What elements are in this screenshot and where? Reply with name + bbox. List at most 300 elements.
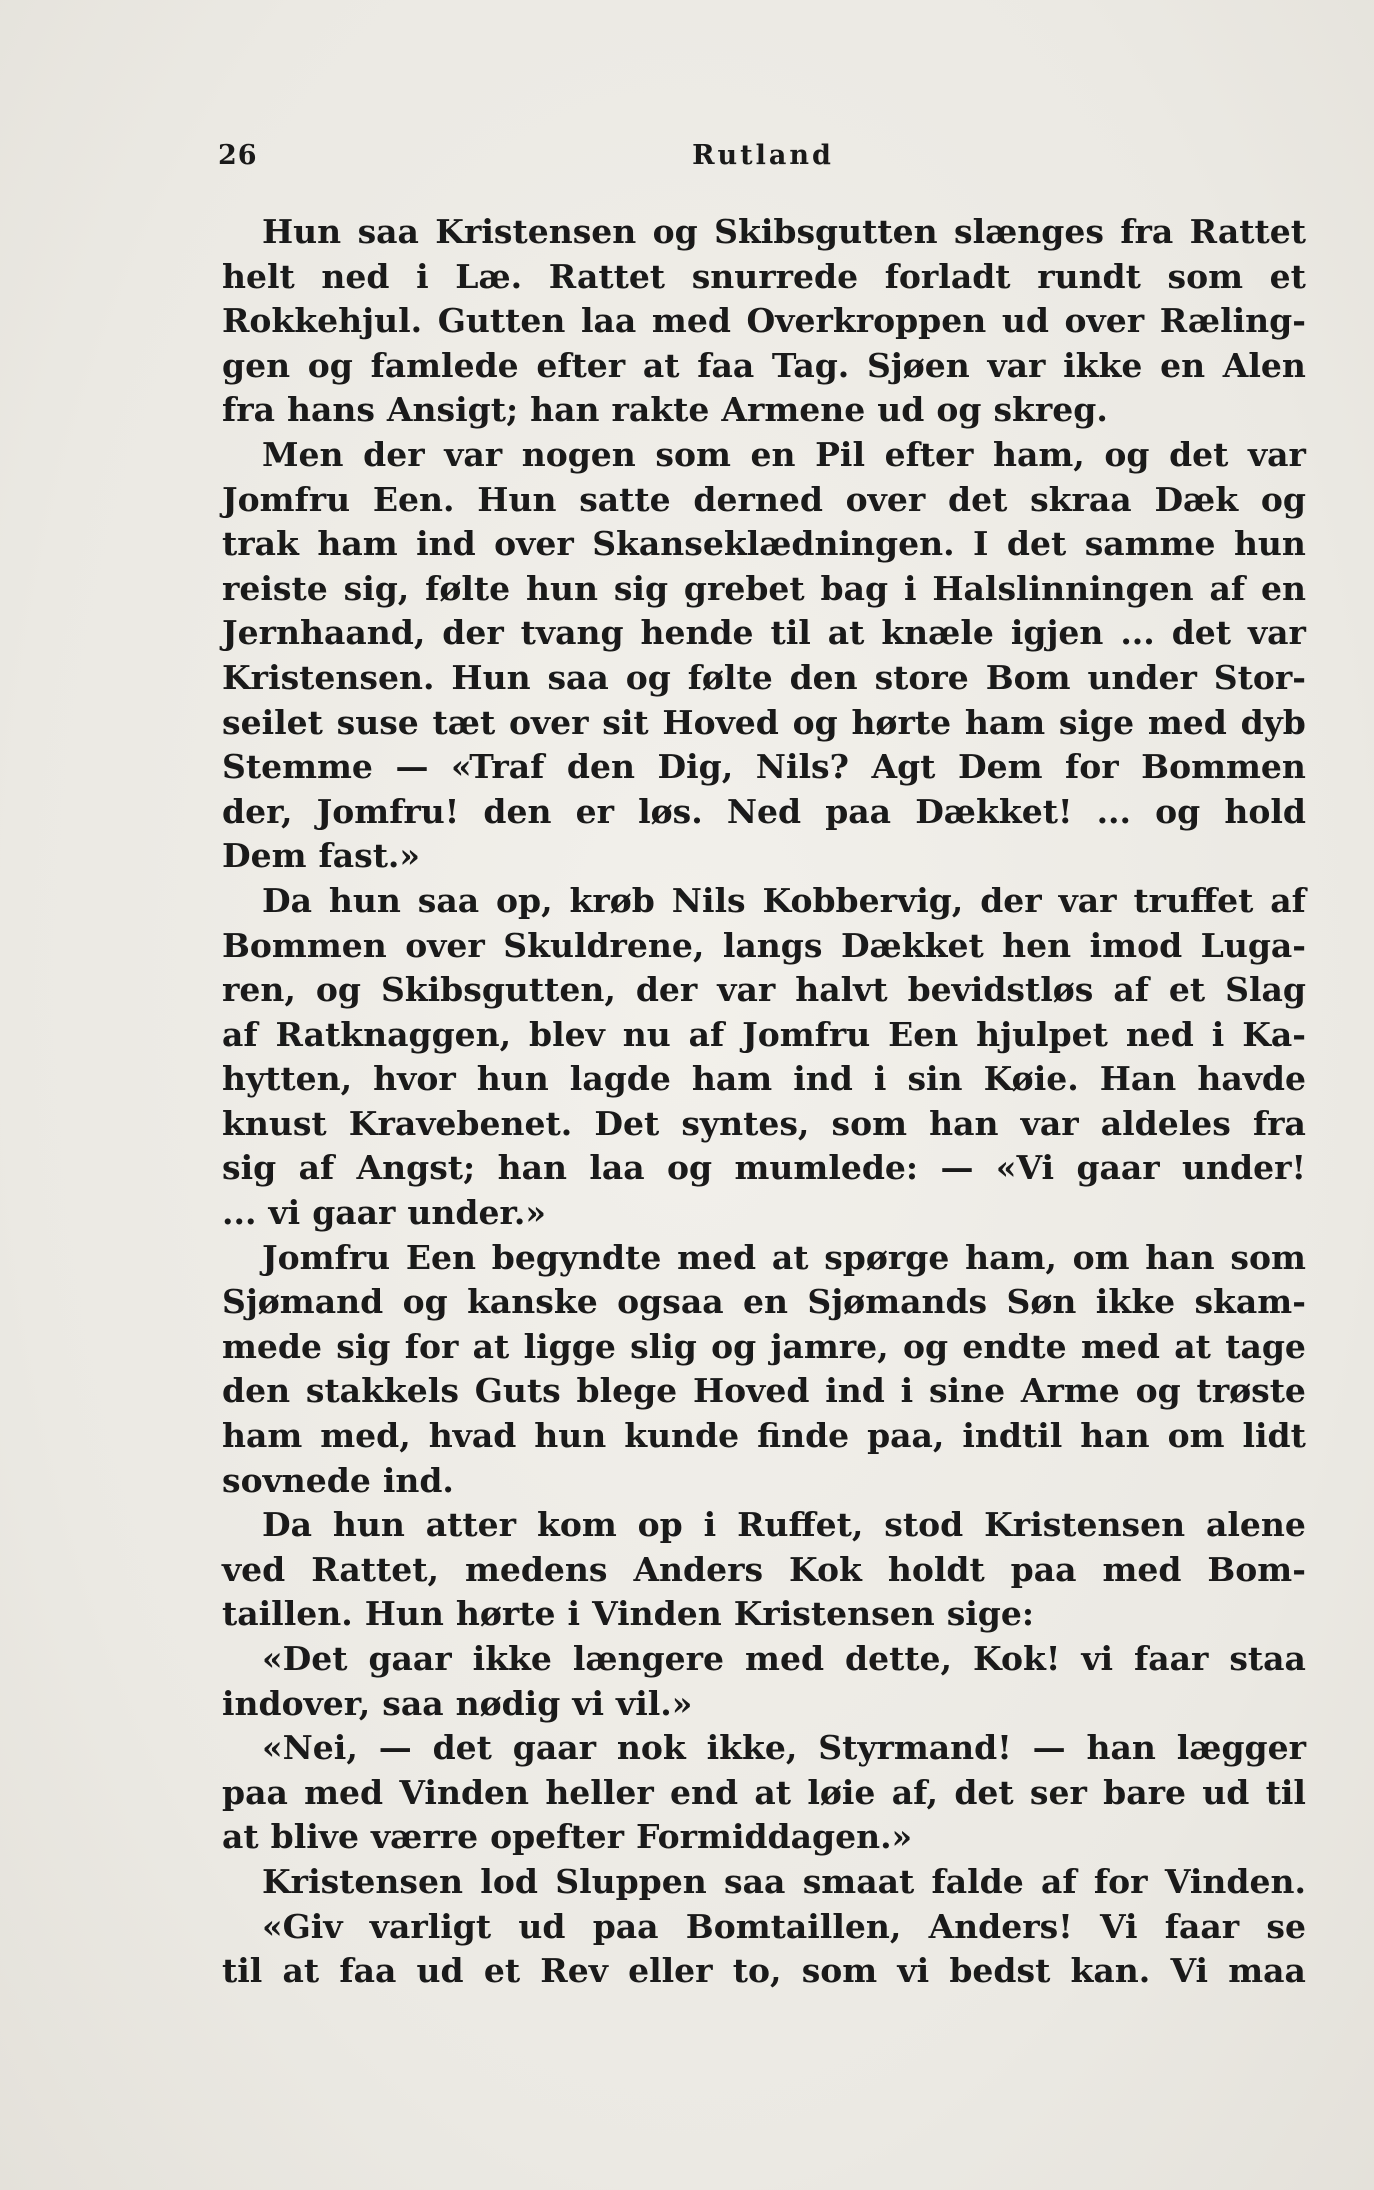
word: Køie. (983, 1059, 1079, 1099)
word: med (677, 1237, 757, 1277)
word: vil.» (616, 1683, 693, 1723)
word: med (1080, 1326, 1160, 1366)
text-line (222, 1949, 1306, 1994)
word: hørte (851, 702, 952, 742)
word: paa (592, 1906, 659, 1946)
text-line (222, 790, 1306, 835)
text-line (222, 1503, 1306, 1548)
text-line (222, 1280, 1306, 1325)
word: som (831, 1103, 908, 1143)
word: af (1041, 1861, 1077, 1901)
text-line (222, 299, 1306, 344)
word: med (1102, 1549, 1182, 1589)
word: Agt (871, 747, 936, 787)
word: hans (286, 390, 375, 430)
word: trak (222, 524, 299, 564)
text-line (222, 255, 1306, 300)
word: Nils? (755, 747, 849, 787)
word: Ratknaggen, (275, 1014, 512, 1054)
word: «Giv (262, 1906, 343, 1946)
text-line (222, 924, 1306, 969)
word: Alen (1222, 345, 1306, 385)
word: der, (222, 791, 293, 831)
word: paa (222, 1772, 288, 1812)
word: ud (1001, 301, 1049, 341)
word: heller (545, 1772, 654, 1812)
word: — (378, 1728, 412, 1768)
word: Jernhaand, (222, 613, 426, 653)
word: løie (807, 1772, 876, 1812)
word: «Det (262, 1639, 348, 1678)
word: hun (526, 568, 598, 608)
word: var (1247, 613, 1306, 653)
word: Een. (372, 479, 455, 519)
word: «Traf (451, 747, 545, 787)
word: Kok! (973, 1639, 1061, 1678)
word: ham, (993, 434, 1085, 474)
word: Luga- (1200, 925, 1306, 965)
word: følte (425, 568, 511, 608)
word: og (307, 345, 353, 385)
word: hen (1002, 925, 1072, 965)
word: det (954, 1772, 1014, 1812)
word: slig (630, 1326, 697, 1366)
word: den (222, 1371, 291, 1411)
word: snurrede (691, 256, 859, 296)
word: at (754, 1772, 792, 1812)
word: Bomtaillen, (685, 1906, 902, 1946)
word: seilet (222, 702, 323, 742)
word: hun (328, 880, 401, 920)
word: blege (576, 1371, 678, 1411)
word: vi (268, 1193, 301, 1233)
text-line (222, 701, 1306, 746)
word: Da (262, 1505, 312, 1545)
word: famlede (370, 345, 519, 385)
word: ham (222, 1416, 303, 1456)
word: ned (321, 256, 390, 296)
word: laa (589, 1148, 645, 1188)
word: satte (579, 479, 671, 519)
word: Kristensen (262, 1861, 463, 1901)
text-line (222, 1548, 1306, 1593)
word: ikke (1063, 345, 1143, 385)
word: syntes, (681, 1103, 810, 1143)
word: under (1087, 657, 1197, 697)
word: Slag (1225, 970, 1306, 1010)
word: i (703, 1505, 717, 1545)
word: af, (891, 1772, 939, 1812)
word: bedst (949, 1951, 1051, 1991)
word: forladt (884, 256, 1011, 296)
word: med (745, 1639, 825, 1678)
word: Arme (1020, 1371, 1120, 1411)
word: til (1265, 1772, 1306, 1812)
word: med (304, 1772, 384, 1812)
word: og (936, 390, 982, 430)
page-header (218, 140, 1308, 180)
word: med (651, 301, 731, 341)
word: Hun (451, 657, 531, 697)
word: staa (1229, 1639, 1306, 1678)
word: end (670, 1772, 739, 1812)
word: saa (724, 1861, 786, 1901)
word: et (1168, 970, 1206, 1010)
word: ind (793, 1059, 853, 1099)
word: lidt (1242, 1416, 1306, 1456)
word: store (874, 657, 969, 697)
word: hold (1224, 791, 1306, 831)
word: — (940, 1148, 974, 1188)
word: ham (691, 1059, 773, 1099)
text-line (222, 1057, 1306, 1102)
word: faar (1164, 1906, 1240, 1946)
word: Rokkehjul. (222, 301, 423, 341)
word: Rev (540, 1951, 608, 1991)
word: — (1032, 1728, 1066, 1768)
word: at (282, 1951, 320, 1991)
word: rakte (611, 390, 710, 430)
word: hun (332, 1505, 405, 1545)
word: sine (928, 1371, 1006, 1411)
word: Dækket (840, 925, 984, 965)
word: han (1145, 1237, 1215, 1277)
word: Vinden (592, 1594, 722, 1634)
word: han (1086, 1728, 1156, 1768)
word: som (1230, 1237, 1306, 1277)
word: over (508, 702, 589, 742)
word: eller (628, 1951, 713, 1991)
word: om (1072, 1237, 1130, 1277)
word: Angst; (356, 1148, 476, 1188)
word: hun (1233, 524, 1306, 564)
word: hende (640, 613, 754, 653)
word: hvor (373, 1059, 456, 1099)
word: Ræling- (1159, 301, 1306, 341)
word: indover, (222, 1683, 371, 1723)
word: Dækket! (915, 791, 1073, 831)
word: kan. (1070, 1951, 1151, 1991)
word: for (404, 1326, 459, 1366)
word: Sluppen (555, 1861, 707, 1901)
word: af (688, 1014, 725, 1054)
word: over (845, 479, 926, 519)
word: værre (370, 1817, 479, 1857)
word: nok (616, 1728, 686, 1768)
word: gen (222, 345, 291, 385)
word: rundt (1037, 256, 1141, 296)
word: faar (1134, 1639, 1209, 1678)
word: saa (547, 657, 609, 697)
word: — (395, 747, 429, 787)
word: han (497, 1148, 567, 1188)
word: at (222, 1817, 259, 1857)
word: Dæk (1154, 479, 1239, 519)
running-head: Rutland (692, 140, 834, 171)
word: ud (877, 390, 925, 430)
word: imod (1089, 925, 1183, 965)
word: atter (425, 1505, 517, 1545)
word: ligge (523, 1326, 616, 1366)
word: paa (1010, 1549, 1077, 1589)
word: skam- (1194, 1282, 1306, 1322)
word: blev (529, 1014, 605, 1054)
word: hørte (455, 1594, 556, 1634)
word: og (315, 970, 361, 1010)
word: truffet (1133, 880, 1254, 920)
word: der (363, 434, 425, 474)
word: der (635, 970, 698, 1010)
word: Sjømands (807, 1282, 988, 1322)
word: var (1248, 434, 1306, 474)
word: Sjøen (866, 345, 970, 385)
word: Hun (364, 1594, 444, 1634)
word: fast.» (318, 836, 421, 876)
word: ser (1029, 1772, 1087, 1812)
word: fra (1120, 212, 1174, 251)
word: for (1093, 1861, 1148, 1901)
word: Skibsgutten, (380, 970, 616, 1010)
word: Overkroppen (746, 301, 987, 341)
word: Ka- (1242, 1014, 1306, 1054)
word: bag (820, 568, 889, 608)
word: hvad (428, 1416, 517, 1456)
word: halvt (795, 970, 888, 1010)
word: ... (222, 1193, 257, 1233)
word: i (416, 256, 429, 296)
word: ren, (222, 970, 296, 1010)
word: ikke, (706, 1728, 798, 1768)
word: knust (222, 1103, 327, 1143)
word: at (1174, 1326, 1211, 1366)
text-line (222, 968, 1306, 1013)
word: indtil (962, 1416, 1063, 1456)
word: aldeles (1100, 1103, 1231, 1143)
word: hjulpet (976, 1014, 1108, 1054)
word: ind (825, 1371, 885, 1411)
word: Pil (815, 434, 865, 474)
word: havde (1197, 1059, 1306, 1099)
word: ogsaa (617, 1282, 724, 1322)
word: Stemme (222, 747, 373, 787)
word: Vi (1170, 1951, 1209, 1991)
word: reiste (222, 568, 328, 608)
word: i (567, 1594, 581, 1634)
text-line (222, 522, 1306, 567)
word: vi (897, 1951, 930, 1991)
word: Jomfru (222, 479, 351, 519)
word: Een (405, 1237, 477, 1277)
word: knæle (881, 613, 994, 653)
page-number: 26 (218, 140, 258, 171)
word: af (298, 1148, 335, 1188)
text-line (222, 344, 1306, 389)
word: varligt (369, 1906, 492, 1946)
text-line (222, 1102, 1306, 1147)
word: under.» (407, 1193, 546, 1233)
word: var (1020, 1103, 1079, 1143)
word: over (494, 524, 574, 564)
word: Skanseklædningen. (592, 524, 955, 564)
text-line (222, 1146, 1306, 1191)
word: og (902, 1326, 949, 1366)
word: gaar (1076, 1148, 1160, 1188)
word: tvang (520, 613, 624, 653)
word: Gutten (437, 301, 566, 341)
word: det (432, 1728, 492, 1768)
word: Jomfru (742, 1014, 871, 1054)
word: lagde (569, 1059, 671, 1099)
word: bevidstløs (907, 970, 1094, 1010)
word: og (1155, 791, 1201, 831)
word: saa (382, 1683, 444, 1723)
word: ham (964, 702, 1046, 742)
word: «Vi (995, 1148, 1055, 1188)
word: var (717, 970, 776, 1010)
word: vi (1081, 1639, 1114, 1678)
word: hun (534, 1416, 607, 1456)
word: det (1169, 434, 1229, 474)
word: op (637, 1505, 683, 1545)
word: efter (536, 345, 626, 385)
word: Kobbervig, (762, 880, 964, 920)
word: det (948, 479, 1008, 519)
word: ind. (382, 1460, 454, 1500)
word: Kristensen. (222, 657, 435, 697)
word: derned (693, 479, 823, 519)
word: han (929, 1103, 999, 1143)
word: for (1065, 747, 1119, 787)
word: holdt (887, 1549, 985, 1589)
text-line (222, 656, 1306, 701)
word: den (789, 657, 858, 697)
text-line (222, 745, 1306, 790)
text-line (222, 1726, 1306, 1771)
word: ved (222, 1549, 286, 1589)
word: trøste (1196, 1371, 1306, 1411)
word: ikke (1095, 1282, 1176, 1322)
word: som (1167, 256, 1244, 296)
word: spørge (824, 1237, 950, 1277)
word: ud (1202, 1772, 1250, 1812)
word: alene (1205, 1505, 1306, 1545)
word: Bom (985, 657, 1071, 697)
word: Det (594, 1103, 660, 1143)
word: mede (222, 1326, 322, 1366)
word: et (1269, 256, 1306, 296)
word: Sjømand (222, 1282, 384, 1322)
word: Kravebenet. (348, 1103, 573, 1143)
word: Formiddagen.» (636, 1817, 913, 1857)
word: to, (732, 1951, 782, 1991)
word: af (1270, 880, 1306, 920)
word: Søn (1006, 1282, 1077, 1322)
word: og (1135, 1371, 1181, 1411)
text-line (222, 1013, 1306, 1058)
word: sin (907, 1059, 963, 1099)
word: Kristensen (984, 1505, 1186, 1545)
word: Rattet (548, 256, 666, 296)
text-line (222, 1325, 1306, 1370)
word: sig (222, 1148, 277, 1188)
word: suse (336, 702, 419, 742)
word: nødig (455, 1683, 561, 1723)
word: at (472, 1326, 510, 1366)
word: nu (622, 1014, 671, 1054)
word: i (903, 568, 917, 608)
word: længere (572, 1639, 725, 1678)
word: Een (888, 1014, 959, 1054)
word: Vi (1099, 1906, 1138, 1946)
word: laa (581, 301, 637, 341)
word: og (625, 657, 671, 697)
word: skraa (1030, 479, 1132, 519)
word: bare (1103, 1772, 1187, 1812)
word: om (1167, 1416, 1225, 1456)
word: af (222, 1014, 258, 1054)
word: han (530, 390, 600, 430)
word: Kristensen (435, 212, 637, 251)
word: sig, (343, 568, 410, 608)
word: Ned (726, 791, 802, 831)
text-line (222, 1860, 1306, 1905)
text-line (222, 1771, 1306, 1816)
word: Læ. (455, 256, 523, 296)
word: Jomfru! (316, 791, 460, 831)
word: under! (1182, 1148, 1306, 1188)
word: vi (572, 1683, 605, 1723)
word: Stor- (1213, 657, 1306, 697)
word: stod (884, 1505, 964, 1545)
word: slænges (953, 212, 1104, 251)
word: sige (1058, 702, 1135, 742)
word: krøb (569, 880, 655, 920)
word: Rattet (1189, 212, 1306, 251)
body-text (222, 210, 1306, 1994)
word: blive (270, 1817, 359, 1857)
word: maa (1228, 1951, 1306, 1991)
word: Anders! (928, 1906, 1073, 1946)
word: løs. (638, 791, 703, 831)
word: Dem (957, 747, 1043, 787)
word: finde (757, 1416, 850, 1456)
word: op, (496, 880, 553, 920)
word: det (1171, 613, 1232, 653)
word: Rattet, (311, 1549, 439, 1589)
word: Guts (474, 1371, 561, 1411)
word: var (444, 434, 503, 474)
text-line (222, 879, 1306, 924)
text-line (222, 478, 1306, 523)
word: følte (687, 657, 773, 697)
word: der (980, 880, 1042, 920)
text-line (222, 1637, 1306, 1682)
word: den (483, 791, 552, 831)
word: paa, (867, 1416, 945, 1456)
word: i (873, 1059, 887, 1099)
word: ... (1096, 791, 1132, 831)
word: samme (1084, 524, 1216, 564)
word: kunde (624, 1416, 740, 1456)
word: at (771, 1237, 809, 1277)
word: ud (416, 1951, 464, 1991)
word: efter (884, 434, 974, 474)
word: Hoved (692, 1371, 810, 1411)
word: og (1104, 434, 1150, 474)
word: Tag. (771, 345, 850, 385)
word: Bom- (1207, 1549, 1306, 1589)
word: ham (317, 524, 398, 564)
